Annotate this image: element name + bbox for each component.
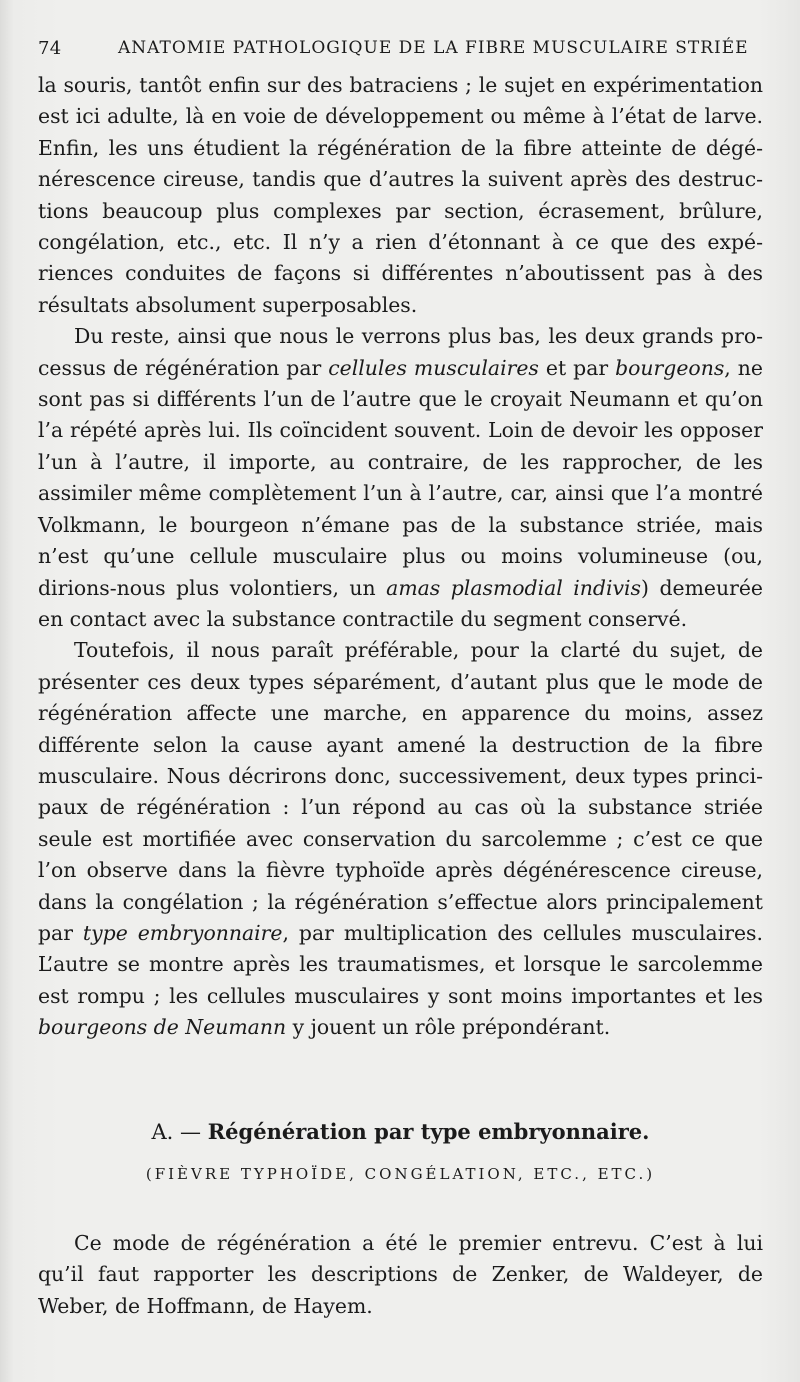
- paragraph-2-text-b: et par: [538, 355, 616, 380]
- section-title: Régénération par type embryonnaire.: [207, 1119, 650, 1144]
- running-head: [38, 34, 768, 64]
- term-cellules-musculaires: cellules musculaires: [328, 355, 539, 380]
- paragraph-1: la souris, tantôt enfin sur des batraciens ; le sujet en expérimentation est ici adulte, là en voie de développement ou même à l’état de larve. Enfin, les uns étudient la régénération de la fibre atteinte de dégénérescence cireuse, tandis que d’autres la suivent après des destructions beaucoup plus complexes par section, écrasement, brûlure, congélation, etc., etc. Il n’y a rien d’étonnant à ce que des expériences conduites de façons si différentes n’aboutissent pas à des résultats absolument superposables.: [38, 73, 763, 317]
- term-type-embryonnaire: type embryonnaire: [82, 920, 283, 945]
- paragraph-2-text-d: ) demeurée en contact avec la substance contractile du segment conservé.: [38, 575, 763, 631]
- term-bourgeons: bourgeons: [615, 355, 725, 380]
- paragraph-3-text-a: Toutefois, il nous paraît préférable, pour la clarté du sujet, de présenter ces deux types séparément, d’autant plus que le mode de régénération affecte une marche, en apparence du moins, assez différente selon la cause ayant amené la destruction de la fibre musculaire. Nous décrirons donc, successivement, deux types principaux de régénération : l’un répond au cas où la substance striée seule est mortifiée avec conservation du sarcolemme ; c’est ce que l’on observe dans la fièvre typhoïde après dégénérescence cireuse, dans la congélation ; la régénération s’effectue alors principalement par: [38, 638, 763, 945]
- paragraph-3-text-b: , par multiplication des cellules musculaires. L’autre se montre après les traumatismes, et lorsque le sarcolemme est rompu ; les cellules musculaires y sont moins importantes et les: [38, 920, 763, 1008]
- section-subtitle: (FIÈVRE TYPHOÏDE, CONGÉLATION, ETC., ETC.): [145, 1165, 656, 1183]
- running-title: ANATOMIE PATHOLOGIQUE DE LA FIBRE MUSCULAIRE STRIÉE: [118, 38, 749, 58]
- paragraph-2: [38, 321, 763, 635]
- paragraph-2-text-a: Du reste, ainsi que nous le verrons plus bas, les deux grands processus de régénération par: [38, 324, 763, 380]
- paragraph-2-text-c: , ne sont pas si différents l’un de l’autre que le croyait Neumann et qu’on l’a répété après lui. Ils coïncident souvent. Loin de devoir les opposer l’un à l’autre, il importe, au contraire, de les rapprocher, de les assimiler même complètement l’un à l’autre, car, ainsi que l’a montré Volkmann, le bourgeon n’émane pas de la substance striée, mais n’est qu’une cellule musculaire plus ou moins volumineuse (ou, dirions-nous plus volontiers, un: [38, 355, 763, 600]
- paragraph-4: Ce mode de régénération a été le premier entrevu. C’est à lui qu’il faut rapporter les descriptions de Zenker, de Waldeyer, de Weber, de Hoffmann, de Hayem.: [38, 1231, 763, 1318]
- body-text: [38, 70, 763, 1044]
- page-number: 74: [38, 38, 62, 59]
- section-prefix: A. —: [151, 1120, 208, 1144]
- final-text: [38, 1228, 763, 1322]
- paragraph-3: [38, 635, 763, 1043]
- term-amas-plasmodial: amas plasmodial indivis: [386, 575, 642, 600]
- term-bourgeons-de-neumann: bourgeons de Neumann: [38, 1015, 287, 1040]
- section-heading: [38, 1117, 763, 1147]
- paragraph-3-text-c: y jouent un rôle prépondérant.: [286, 1015, 611, 1040]
